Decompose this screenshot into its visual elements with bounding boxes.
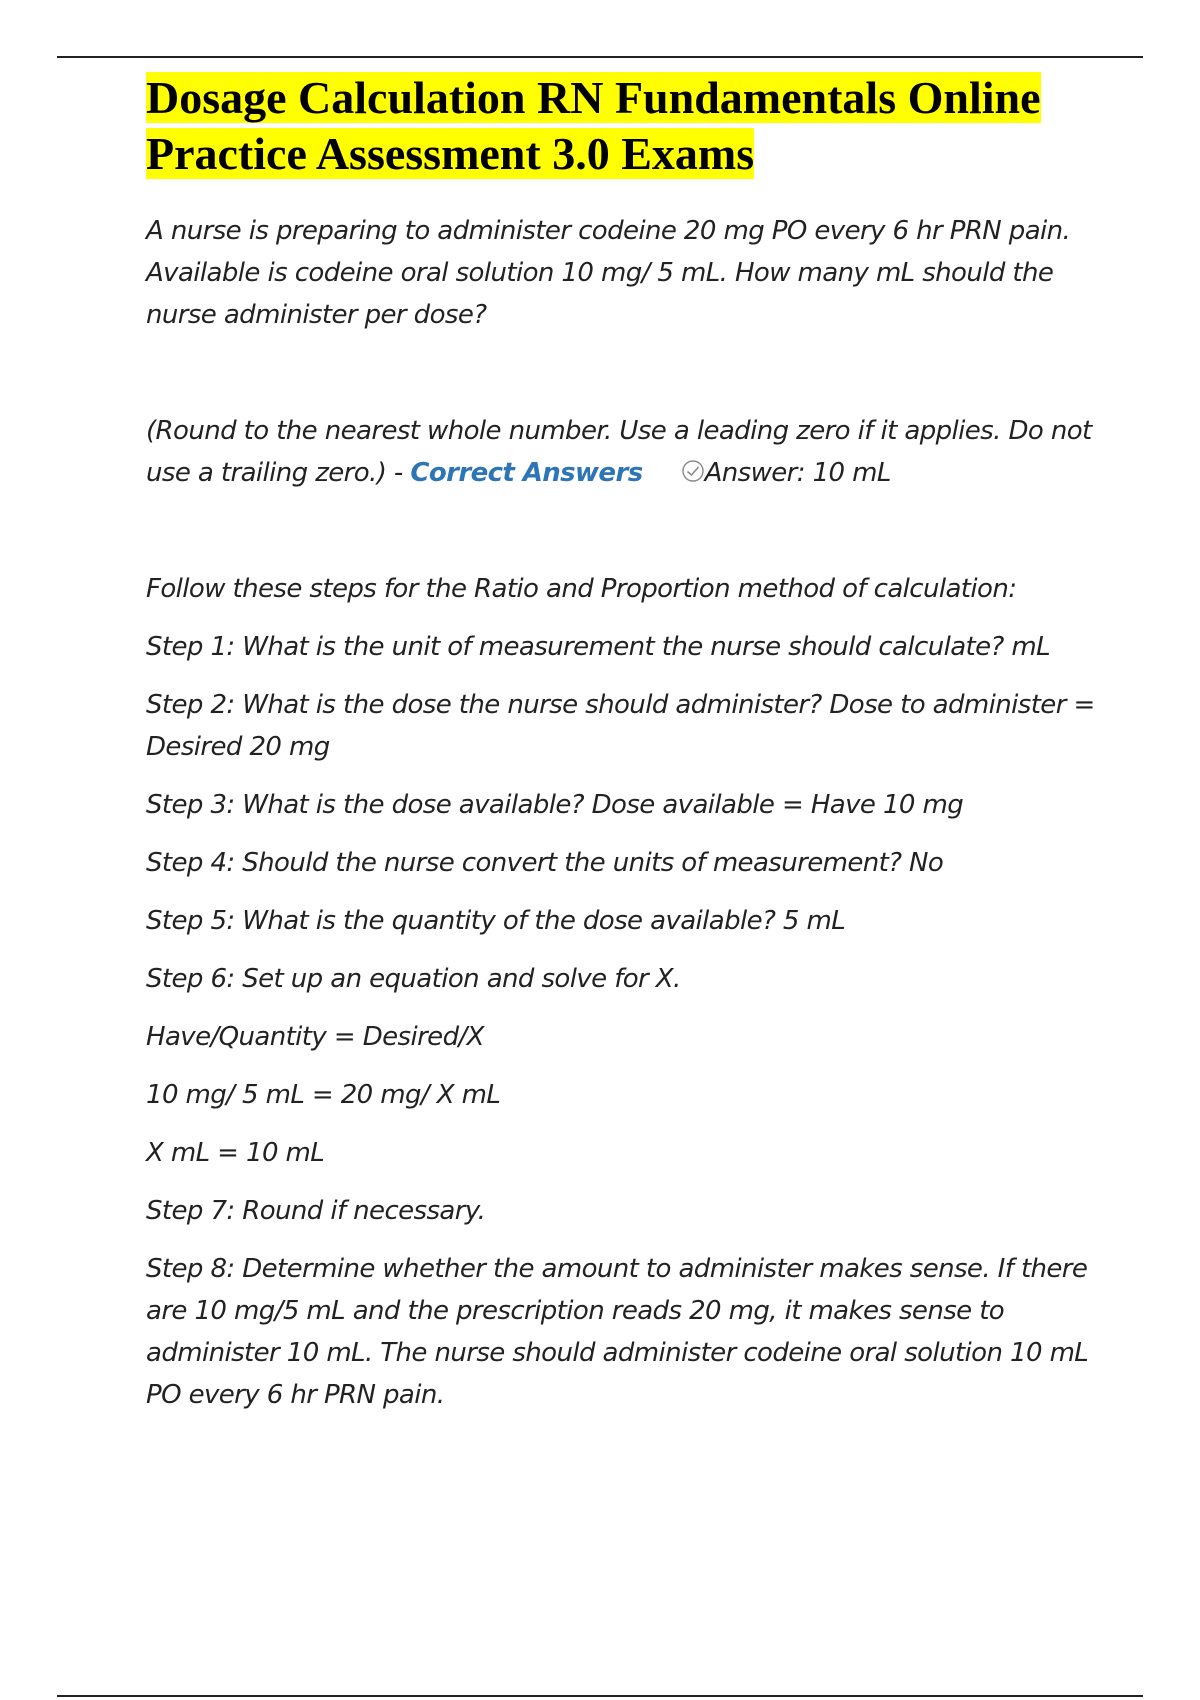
step-2: Step 2: What is the dose the nurse should administer? Dose to administer = Desired 20 mg: [146, 690, 1095, 762]
document-title: [146, 70, 1096, 182]
answer-text: Answer: 10 mL: [704, 458, 891, 488]
step-6: Step 6: Set up an equation and solve for X.: [146, 964, 681, 994]
step-5: Step 5: What is the quantity of the dose available? 5 mL: [146, 906, 846, 936]
bottom-divider: [57, 1695, 1143, 1697]
question-paragraph: A nurse is preparing to administer codeine 20 mg PO every 6 hr PRN pain. Available is codeine oral solution 10 mg/ 5 mL. How many mL should the nurse administer per dose?: [146, 216, 1071, 330]
checkmark-circle-icon: [681, 459, 705, 483]
equation-values: 10 mg/ 5 mL = 20 mg/ X mL: [146, 1080, 501, 1110]
step-7: Step 7: Round if necessary.: [146, 1196, 486, 1226]
document-title-text: Dosage Calculation RN Fundamentals Online Practice Assessment 3.0 Exams: [146, 72, 1041, 179]
top-divider: [57, 56, 1143, 58]
step-8: Step 8: Determine whether the amount to administer makes sense. If there are 10 mg/5 mL and the prescription reads 20 mg, it makes sense to administer 10 mL. The nurse should administer codeine oral solution 10 mL PO every 6 hr PRN pain.: [146, 1254, 1089, 1410]
document-content: [146, 70, 1096, 1416]
step-3: Step 3: What is the dose available? Dose available = Have 10 mg: [146, 790, 964, 820]
equation-general: Have/Quantity = Desired/X: [146, 1022, 484, 1052]
method-intro: Follow these steps for the Ratio and Proportion method of calculation:: [146, 574, 1017, 604]
instruction-text: (Round to the nearest whole number. Use a leading zero if it applies. Do not use a trailing zero.) -: [146, 416, 1092, 488]
step-4: Step 4: Should the nurse convert the units of measurement? No: [146, 848, 944, 878]
equation-solution: X mL = 10 mL: [146, 1138, 325, 1168]
step-1: Step 1: What is the unit of measurement the nurse should calculate? mL: [146, 632, 1051, 662]
correct-answers-label: Correct Answers: [410, 458, 643, 488]
instruction-paragraph: [146, 410, 1096, 494]
